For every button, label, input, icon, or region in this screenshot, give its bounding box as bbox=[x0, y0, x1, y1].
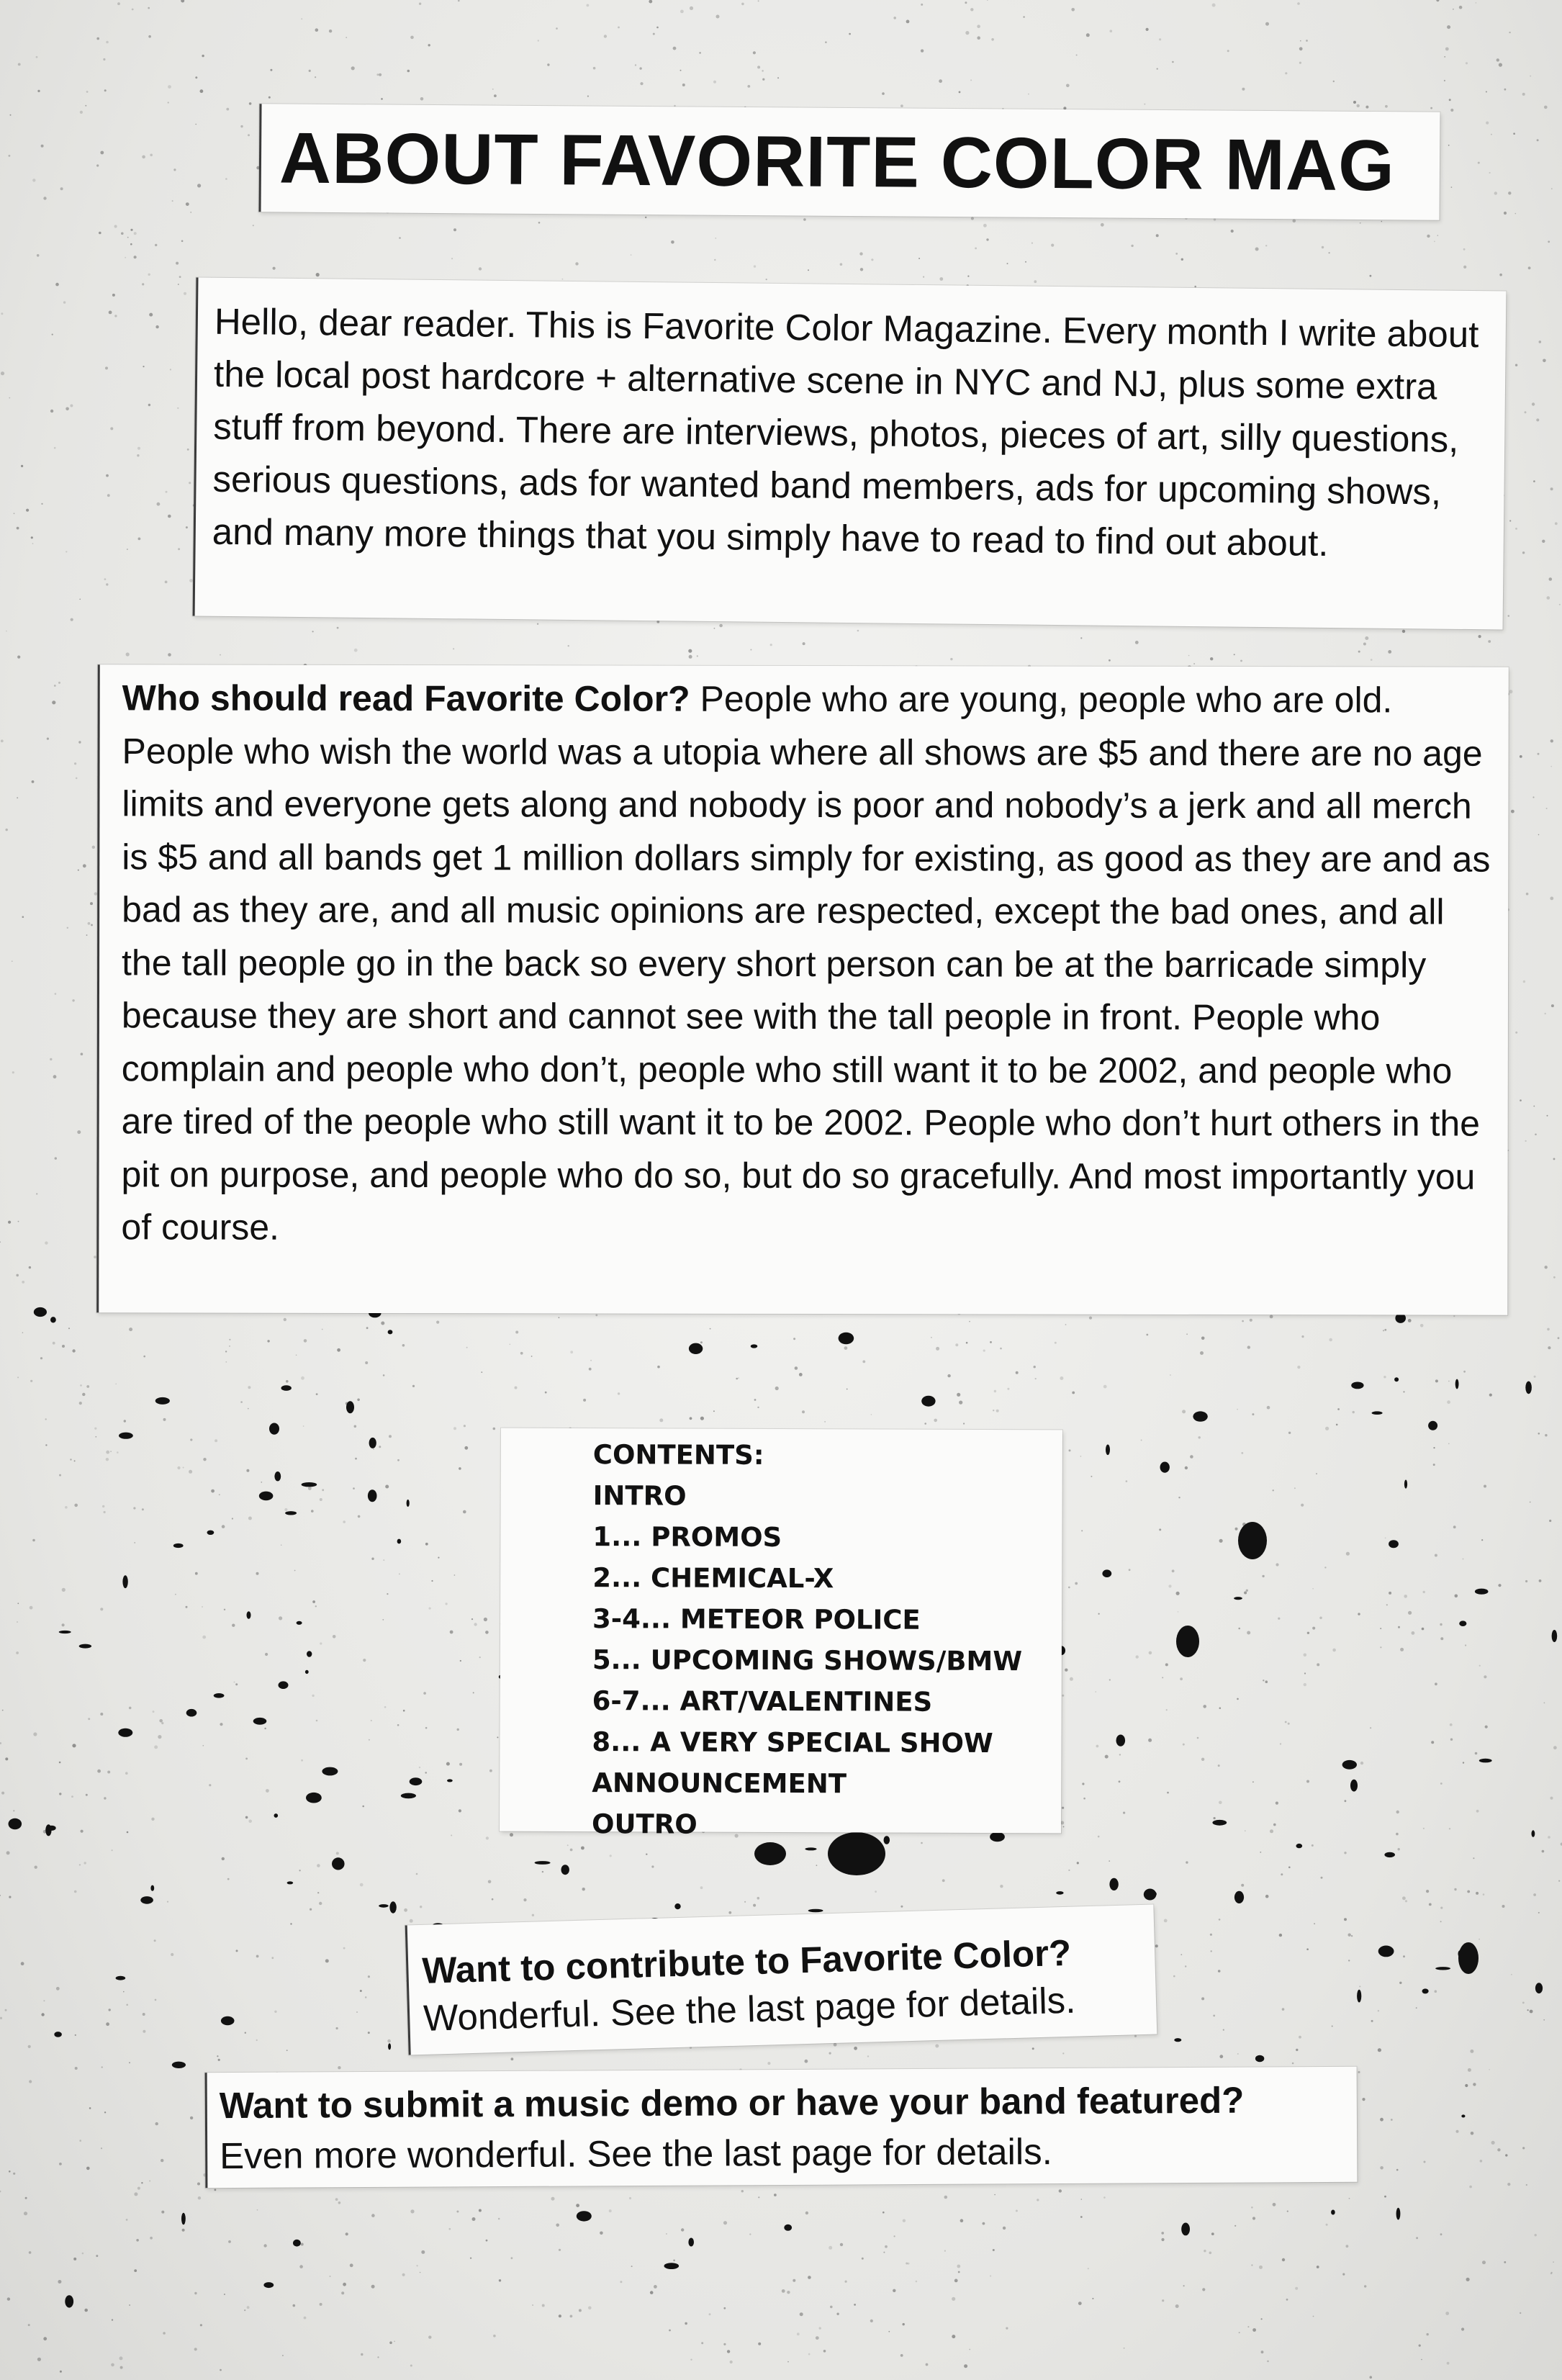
demo-text: Even more wonderful. See the last page for details. bbox=[220, 2131, 1053, 2177]
intro-clipping bbox=[193, 277, 1507, 629]
contents-clipping bbox=[500, 1428, 1062, 1840]
contents-heading: CONTENTS: bbox=[592, 1439, 764, 1471]
contents-item: 8... A VERY SPECIAL SHOW bbox=[592, 1726, 993, 1759]
title-clipping bbox=[258, 104, 1440, 220]
intro-paragraph: Hello, dear reader. This is Favorite Color Magazine. Every month I write about the local post hardcore + alternative scene in NYC and NJ, plus some extra stuff from beyond. There are interviews, photos, pieces of art, silly questions, serious questions, ads for wanted band members, ads for upcoming shows, and many more things that you simply have to read to find out about. bbox=[212, 300, 1479, 564]
demo-clipping bbox=[205, 2067, 1358, 2188]
contents-item: ANNOUNCEMENT bbox=[592, 1767, 847, 1800]
contents-item: 3-4... METEOR POLICE bbox=[592, 1603, 921, 1636]
who-should-read-heading: Who should read Favorite Color? bbox=[122, 677, 690, 719]
contents-item: 6-7... ART/VALENTINES bbox=[592, 1685, 933, 1718]
page-title: ABOUT FAVORITE COLOR MAG bbox=[279, 117, 1396, 207]
contents-list bbox=[592, 1434, 1023, 1846]
contents-item: 2... CHEMICAL-X bbox=[592, 1562, 834, 1595]
who-should-read-clipping bbox=[96, 664, 1509, 1315]
contents-item: 5... UPCOMING SHOWS/BMW bbox=[592, 1644, 1023, 1677]
contribute-clipping bbox=[405, 1905, 1157, 2055]
clipping-edge bbox=[258, 104, 261, 212]
contents-item: 1... PROMOS bbox=[592, 1521, 782, 1554]
contribute-heading: Want to contribute to Favorite Color? bbox=[421, 1932, 1072, 1991]
demo-heading: Want to submit a music demo or have your band featured? bbox=[219, 2079, 1245, 2127]
contribute-text: Wonderful. See the last page for details. bbox=[423, 1979, 1077, 2039]
contents-item: INTRO bbox=[592, 1480, 687, 1512]
who-should-read-paragraph bbox=[121, 672, 1493, 1256]
contents-item: OUTRO bbox=[591, 1808, 698, 1840]
clipping-edge bbox=[96, 664, 100, 1312]
clipping-edge bbox=[205, 2073, 208, 2188]
who-should-read-text: People who are young, people who are old. People who wish the world was a utopia where all shows are $5 and there are no age limits and everyone gets along and nobody is poor and nobody’s a jerk and all merch is $5 and all bands get 1 million dollars simply for existing, as good as they are and as bad as they are, and all music opinions are respected, except the bad ones, and all the tall people go in the back so every short person can be at the barricade simply because they are short and cannot see with the tall people in front. People who complain and people who don’t, people who still want it to be 2002, and people who are tired of the people who still want it to be 2002. People who don’t hurt others in the pit on purpose, and people who do so, but do so gracefully. And most importantly you of course. bbox=[121, 678, 1491, 1248]
